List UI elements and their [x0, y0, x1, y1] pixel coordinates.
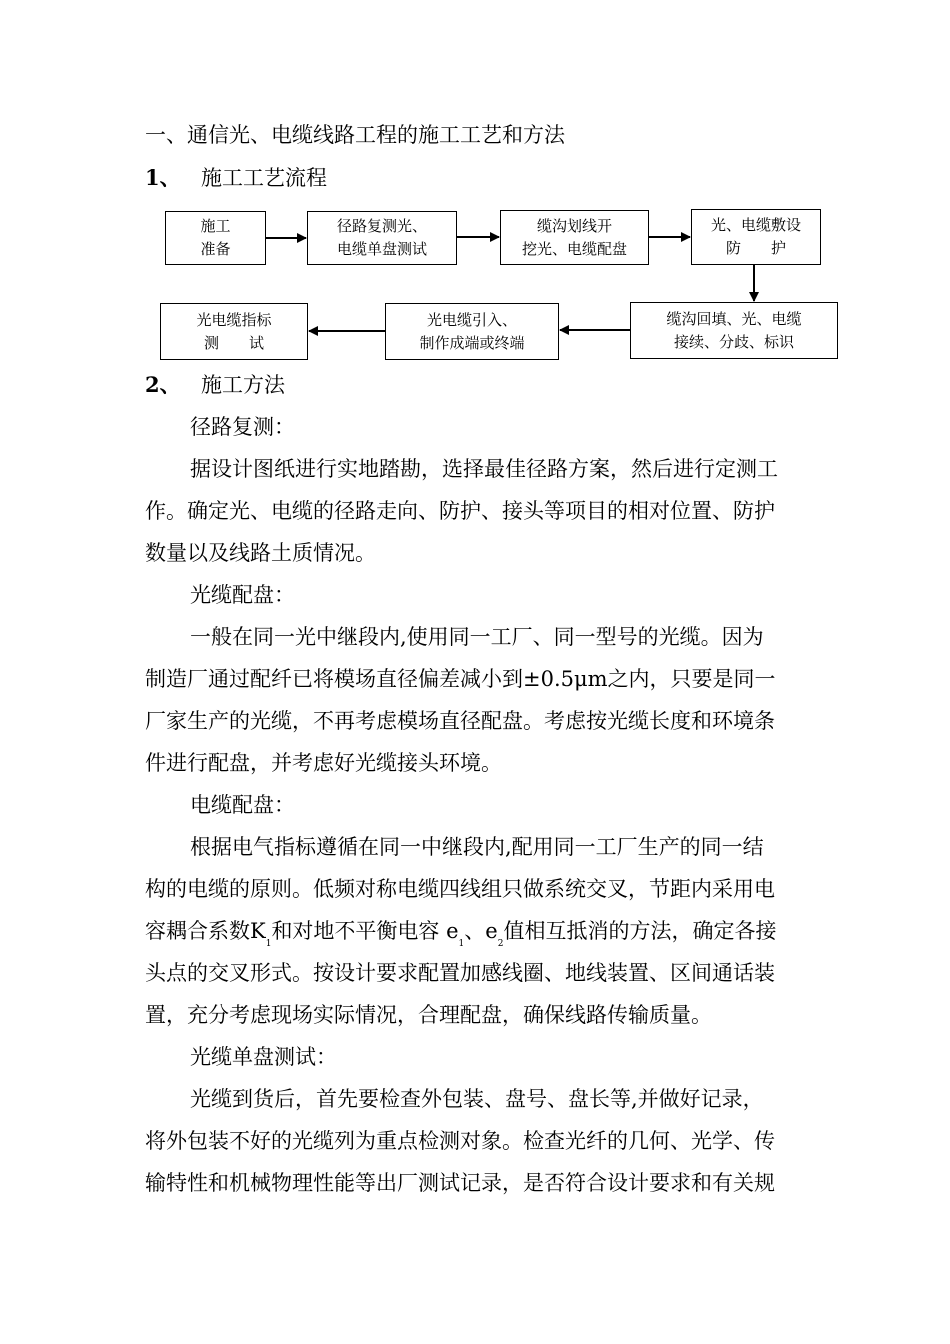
flow-arrows [0, 0, 950, 400]
subheading-single-reel-testing: 光缆单盘测试： [190, 1045, 337, 1069]
flow-box-text: 接续、分歧、标识 [673, 332, 794, 351]
flow-box-text: 缆沟回填、光、电缆 [666, 309, 802, 328]
paragraph-line: 制造厂通过配纤已将模场直径偏差减小到±0.5μm之内，只要是同一 [145, 667, 776, 691]
paragraph-line: 厂家生产的光缆，不再考虑模场直径配盘。考虑按光缆长度和环境条 [145, 709, 775, 733]
flow-box-text: 径路复测光、 [336, 217, 427, 235]
paragraph-line: 置，充分考虑现场实际情况，合理配盘，确保线路传输质量。 [145, 1003, 712, 1027]
flow-box-text: 光、电缆敷设 [710, 216, 801, 234]
flow-box-text: 光电缆指标 [196, 310, 272, 329]
flow-box-text: 制作成端或终端 [419, 333, 525, 352]
paragraph-line: 作。确定光、电缆的径路走向、防护、接头等项目的相对位置、防护 [145, 499, 775, 523]
section-2-title: 施工方法 [201, 373, 285, 397]
subheading-route-survey: 径路复测： [190, 415, 295, 439]
text-run: 、e [464, 919, 498, 943]
flow-box-text: 准备 [200, 240, 231, 258]
paragraph-line: 一般在同一光中继段内,使用同一工厂、同一型号的光缆。因为 [190, 625, 764, 649]
flow-box-text: 防 护 [725, 239, 786, 257]
flow-box-text: 测 试 [203, 333, 264, 352]
paragraph-line: 光缆到货后，首先要检查外包装、盘号、盘长等,并做好记录， [190, 1087, 764, 1111]
text-run: 和对地不平衡电容 e [271, 919, 459, 943]
paragraph-line: 件进行配盘，并考虑好光缆接头环境。 [145, 751, 502, 775]
paragraph-line-with-subscripts [145, 914, 815, 948]
section-1-title: 施工工艺流程 [201, 166, 327, 190]
flow-box-text: 电缆单盘测试 [336, 240, 427, 258]
text-run: 容耦合系数K [145, 919, 266, 943]
subscript: 1 [265, 939, 272, 949]
flow-box-text: 缆沟划线开 [536, 216, 612, 235]
flow-box-text: 光电缆引入、 [426, 310, 517, 329]
paragraph-line: 数量以及线路土质情况。 [145, 541, 376, 565]
paragraph-line: 将外包装不好的光缆列为重点检测对象。检查光纤的几何、光学、传 [145, 1129, 775, 1153]
paragraph-line: 输特性和机械物理性能等出厂测试记录，是否符合设计要求和有关规 [145, 1171, 775, 1195]
section-2-heading [145, 368, 815, 402]
subscript: 2 [497, 939, 504, 949]
subheading-optical-cable-allocation: 光缆配盘： [190, 583, 295, 607]
subheading-electric-cable-allocation: 电缆配盘： [190, 793, 295, 817]
paragraph-line: 据设计图纸进行实地踏勘，选择最佳径路方案，然后进行定测工 [190, 457, 778, 481]
main-heading: 一、通信光、电缆线路工程的施工工艺和方法 [145, 123, 565, 147]
text-run: 值相互抵消的方法，确定各接 [503, 919, 777, 943]
section-1-number: 1、 [145, 165, 181, 190]
subscript: 1 [458, 939, 465, 949]
paragraph-line: 头点的交叉形式。按设计要求配置加感线圈、地线装置、区间通话装 [145, 961, 775, 985]
paragraph-line: 构的电缆的原则。低频对称电缆四线组只做系统交叉，节距内采用电 [145, 877, 775, 901]
flow-box-text: 施工 [200, 217, 231, 235]
paragraph-line: 根据电气指标遵循在同一中继段内,配用同一工厂生产的同一结 [190, 835, 764, 859]
flow-box-text: 挖光、电缆配盘 [521, 239, 627, 258]
section-2-number: 2、 [145, 372, 181, 397]
